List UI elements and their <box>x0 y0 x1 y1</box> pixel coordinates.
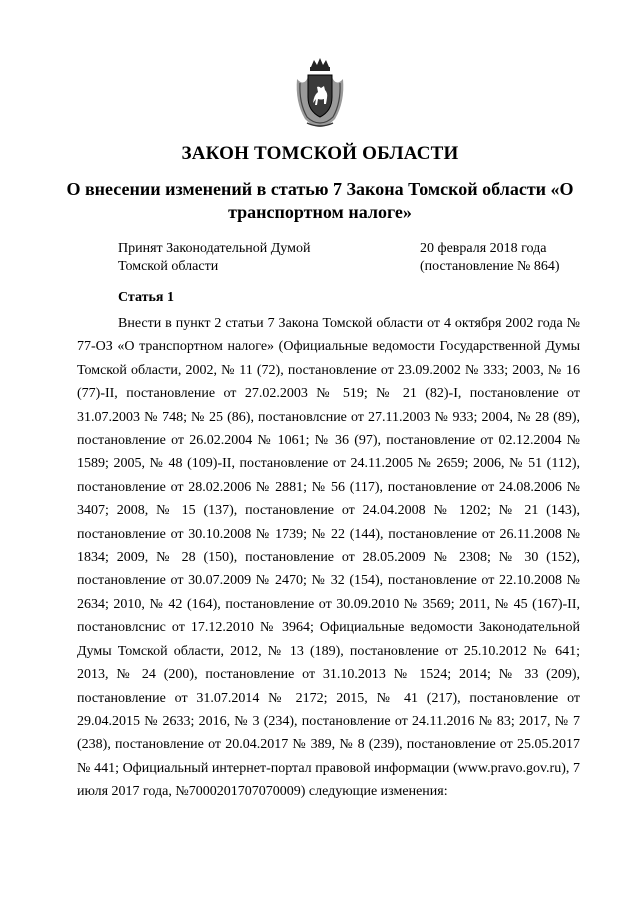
article-body: Внести в пункт 2 статьи 7 Закона Томской области от 4 октября 2002 года № 77-ОЗ «О транспортном налоге» (Официальные ведомости Государственной Думы Томской области, 2002, № 11 (72), постановление от 23.09.2002 № 333; 2003, № 16 (77)-II, постановление от 27.02.2003 № 519; № 21 (82)-I, постановление от 31.07.2003 № 748; № 25 (86), постановлсние от 27.11.2003 № 933; 2004, № 28 (89), постановление от 26.02.2004 № 1061; № 36 (97), постановление от 02.12.2004 № 1589; 2005, № 48 (109)-II, постановление от 24.11.2005 № 2659; 2006, № 51 (112), постановление от 28.02.2006 № 2881; № 56 (117), постановление от 24.08.2006 № 3407; 2008, № 15 (137), постановление от 24.04.2008 № 1202; № 21 (143), постановление от 30.10.2008 № 1739; № 22 (144), постановление от 26.11.2008 № 1834; 2009, № 28 (150), постановление от 28.05.2009 № 2308; № 30 (152), постановление от 30.07.2009 № 2470; № 32 (154), постановление от 22.10.2008 № 2634; 2010, № 42 (164), постановление от 30.09.2010 № 3569; 2011, № 45 (167)-II, постановлснис от 17.12.2010 № 3964; Официальные ведомости Законодательной Думы Томской области, 2012, № 13 (189), постановление от 25.10.2012 № 641; 2013, № 24 (200), постановление от 31.10.2013 № 1524; 2014; № 33 (209), постановление от 31.07.2014 № 2172; 2015, № 41 (217), постановление от 29.04.2015 № 2633; 2016, № 3 (234), постановление от 24.11.2016 № 83; 2017, № 7 (238), постановление от 20.04.2017 № 389, № 8 (239), постановление от 25.05.2017 № 441; Официальный интернет-портал правовой информации (www.pravo.gov.ru), 7 июля 2017 года, №7000201707070009) следующие изменения: <box>77 316 580 800</box>
adoption-date <box>420 240 560 276</box>
article-heading: Статья 1 <box>118 290 174 305</box>
adoption-body-line2: Томской области <box>118 259 219 274</box>
adoption-date-text: 20 февраля 2018 года <box>420 241 547 256</box>
coat-of-arms-icon <box>291 57 349 129</box>
law-subtitle: О внесении изменений в статью 7 Закона Томской области «О транспортном налоге» <box>66 179 574 222</box>
adoption-body <box>118 240 310 276</box>
adoption-body-line1: Принят Законодательной Думой <box>118 241 311 256</box>
resolution-number: (постановление № 864) <box>420 259 560 274</box>
law-title: ЗАКОН ТОМСКОЙ ОБЛАСТИ <box>181 143 459 164</box>
